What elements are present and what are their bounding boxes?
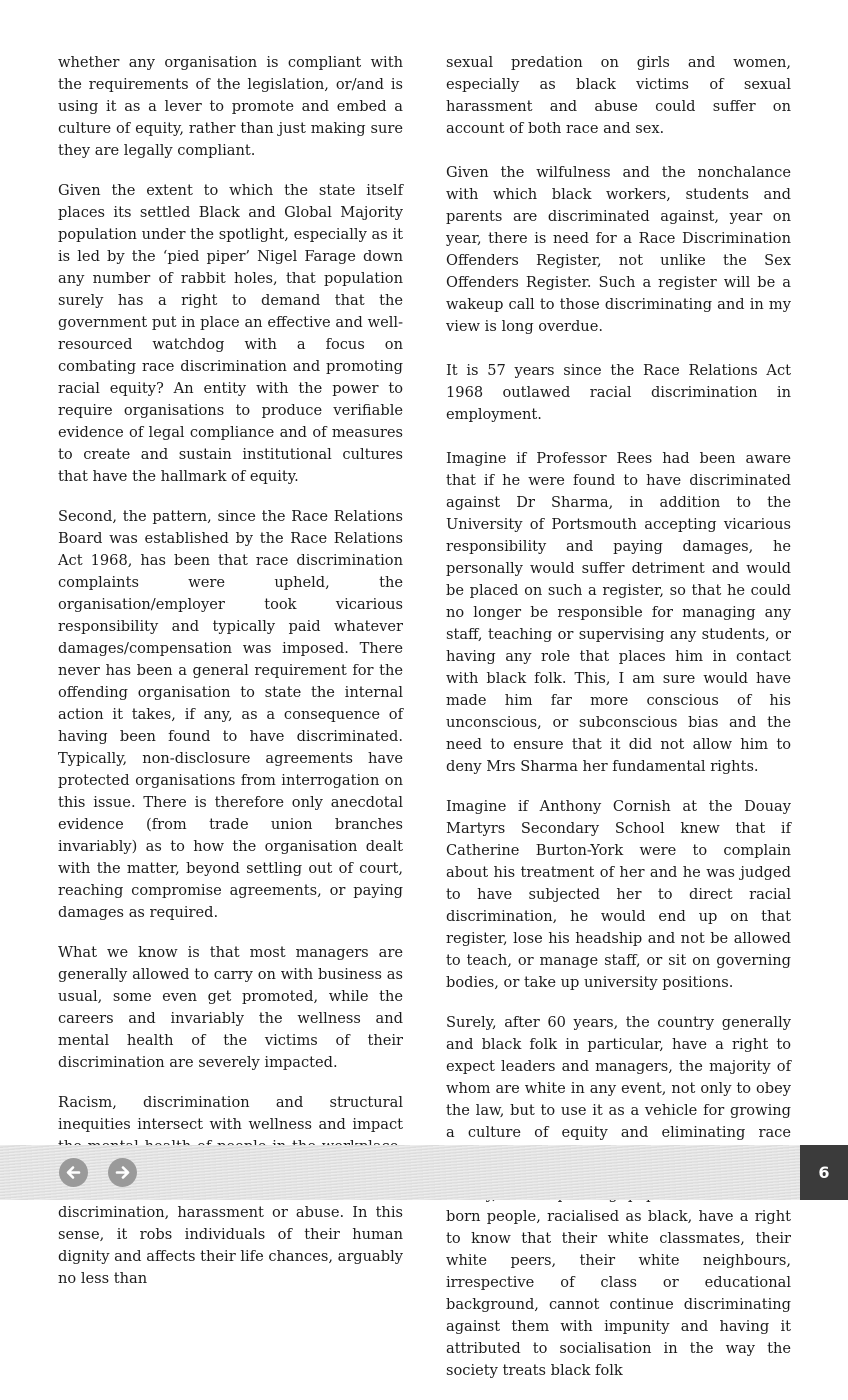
previous-page-button[interactable] <box>59 1158 88 1187</box>
body-paragraph: whether any organisation is compliant with the requirements of the legislation, or/and is using it as a lever to promote and embed a culture of equity, rather than just making sure they are legally compliant. <box>58 54 403 159</box>
body-paragraph: Racism, discrimination and structural inequities intersect with wellness and impact discrimination, harassment or abuse. In this sense, it robs individuals of their human dignity and affects their life chances, arguably no less than <box>58 1094 403 1287</box>
body-paragraph: It is 57 years since the Race Relations Act 1968 outlawed racial discrimination in employment. <box>446 362 791 423</box>
page-number: 6 <box>800 1145 848 1200</box>
body-paragraph: Given the extent to which the state itself places its settled Black and Global Majority population under the spotlight, especially as it is led by the ‘pied piper’ Nigel Farage down any number of rabbit holes, that population surely has a right to demand that the government put in place an effective and well-resourced watchdog with a focus on combating race discrimination and promoting racial equity? An entity with the power to require organisations to produce verifiable evidence of legal compliance and of measures to create and sustain institutional cultures that have the hallmark of equity. <box>58 182 403 485</box>
body-paragraph: sexual predation on girls and women, especially as black victims of sexual harassment and abuse could suffer on account of both race and sex. <box>446 54 791 137</box>
left-column <box>58 52 403 1308</box>
body-paragraph: Second, the pattern, since the Race Relations Board was established by the Race Relations Act 1968, has been that race discrimination complaints were upheld, the organisation/employer took vicarious responsibility and typically paid whatever damages/compensation was imposed. There never has been a general requirement for the offending organisation to state the internal action it takes, if any, as a consequence of having been found to have discriminated. Typically, non-disclosure agreements have protected organisations from interrogation on this issue. There is therefore only anecdotal evidence (from trade union branches invariably) as to how the organisation dealt with the matter, beyond settling out of court, reaching compromise agreements, or paying damages as required. <box>58 508 403 921</box>
body-paragraph: born people, racialised as black, have a right to know that their white classmates, their white peers, their white neighbours, irrespective of class or educational background, cannot continue discriminating against them with impunity and having it attributed to socialisation in the way the society treats black folk <box>446 1208 791 1379</box>
body-paragraph: Surely, after 60 years, the country generally and black folk in particular, have a right to expect leaders and managers, the majority of whom are white in any event, not only to obey the law, but to use it as a vehicle for growing a culture of equity and eliminating race <box>446 1014 791 1141</box>
arrow-right-icon <box>108 1158 137 1187</box>
body-paragraph: Imagine if Professor Rees had been aware that if he were found to have discriminated against Dr Sharma, in addition to the University of Portsmouth accepting vicarious responsibility and paying damages, he personally would suffer detriment and would be placed on such a register, so that he could no longer be responsible for managing any staff, teaching or supervising any students, or having any role that places him in contact with black folk. This, I am sure would have made him far more conscious of his unconscious, or subconscious bias and the need to ensure that it did not allow him to deny Mrs Sharma her fundamental rights. <box>446 450 791 775</box>
page-footer <box>0 1145 848 1200</box>
body-paragraph: What we know is that most managers are generally allowed to carry on with business as usual, some even get promoted, while the careers and invariably the wellness and mental health of the victims of their discrimination are severely impacted. <box>58 944 403 1071</box>
next-page-button[interactable] <box>108 1158 137 1187</box>
arrow-left-icon <box>59 1158 88 1187</box>
body-paragraph: Imagine if Anthony Cornish at the Douay Martyrs Secondary School knew that if Catherine Burton-York were to complain about his treatment of her and he was judged to have subjected her to direct racial discrimination, he would end up on that register, lose his headship and not be allowed to teach, or manage staff, or sit on governing bodies, or take up university positions. <box>446 798 791 991</box>
body-paragraph: Given the wilfulness and the nonchalance with which black workers, students and parents are discriminated against, year on year, there is need for a Race Discrimination Offenders Register, not unlike the Sex Offenders Register. Such a register will be a wakeup call to those discriminating and in my view is long overdue. <box>446 164 791 335</box>
